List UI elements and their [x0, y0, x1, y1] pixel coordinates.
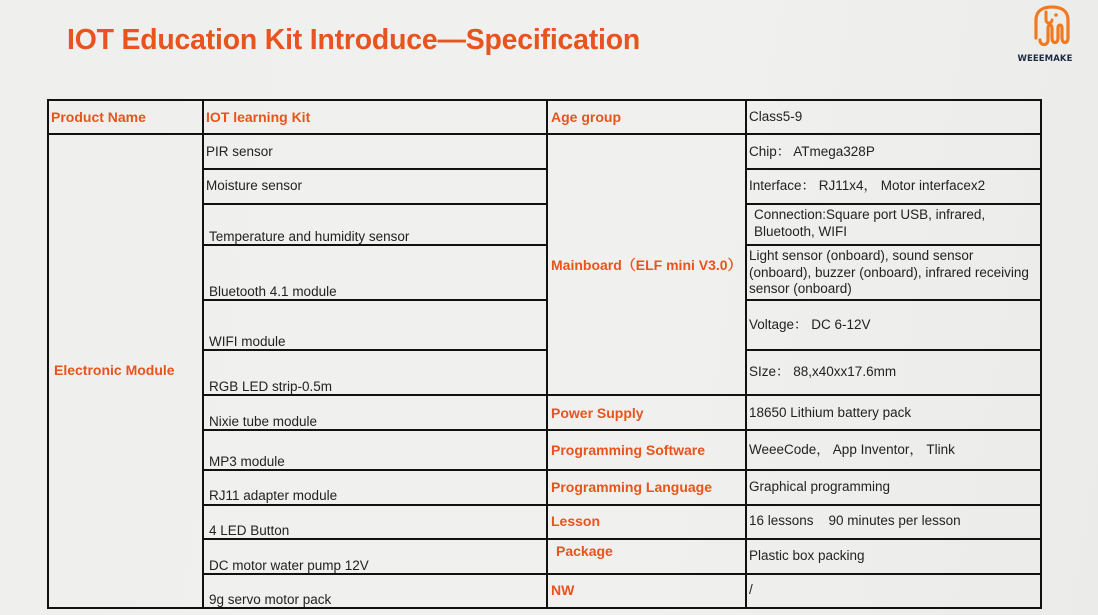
module-item: RJ11 adapter module [209, 488, 338, 503]
spec-label: Programming Software [551, 442, 706, 458]
spec-label: Power Supply [551, 405, 644, 421]
spec-value: 16 lessons 90 minutes per lesson [749, 513, 961, 528]
spec-value: 18650 Lithium battery pack [749, 405, 912, 420]
product-name-value: IOT learning Kit [206, 109, 311, 125]
age-group-label: Age group [551, 109, 621, 125]
mainboard-spec: Connection:Square port USB, infrared, Bluetooth, WIFI [754, 207, 986, 239]
age-group-value: Class5-9 [749, 109, 803, 124]
module-item: WIFI module [209, 334, 286, 349]
spec-value: Graphical programming [749, 479, 891, 494]
module-item: 9g servo motor pack [209, 592, 332, 607]
module-item: 4 LED Button [209, 523, 290, 538]
spec-label: Programming Language [551, 479, 713, 495]
mainboard-spec: Interface： RJ11x4， Motor interfacex2 [749, 178, 986, 193]
logo-text: WEEEMAKE [1017, 54, 1073, 64]
spec-value: WeeeCode， App Inventor， Tlink [749, 442, 955, 457]
module-item: Temperature and humidity sensor [209, 229, 410, 244]
product-name-label: Product Name [51, 109, 146, 125]
module-item: PIR sensor [206, 144, 273, 159]
mainboard-spec: SIze： 88,x40xx17.6mm [749, 364, 897, 379]
module-item: RGB LED strip-0.5m [209, 379, 333, 394]
module-item: MP3 module [209, 454, 285, 469]
module-item: DC motor water pump 12V [209, 558, 369, 573]
electronic-module-label: Electronic Module [54, 362, 175, 378]
elephant-logo-icon [1032, 4, 1072, 48]
weeemake-logo [1012, 4, 1078, 66]
page-title: IOT Education Kit Introduce—Specification [67, 24, 641, 56]
spec-label: Package [556, 543, 613, 559]
mainboard-spec: Chip： ATmega328P [749, 144, 875, 159]
spec-label: NW [551, 582, 575, 598]
module-item: Bluetooth 4.1 module [209, 284, 337, 299]
module-item: Nixie tube module [209, 414, 318, 429]
mainboard-spec: Voltage： DC 6-12V [749, 317, 871, 332]
mainboard-label: Mainboard（ELF mini V3.0） [551, 257, 742, 273]
spec-value: / [749, 582, 753, 597]
spec-label: Lesson [551, 513, 601, 529]
mainboard-spec: Light sensor (onboard), sound sensor (onboard), buzzer (onboard), infrared receiving sensor (onboard) [749, 248, 1029, 296]
spec-value: Plastic box packing [749, 548, 865, 563]
module-item: Moisture sensor [206, 178, 303, 193]
